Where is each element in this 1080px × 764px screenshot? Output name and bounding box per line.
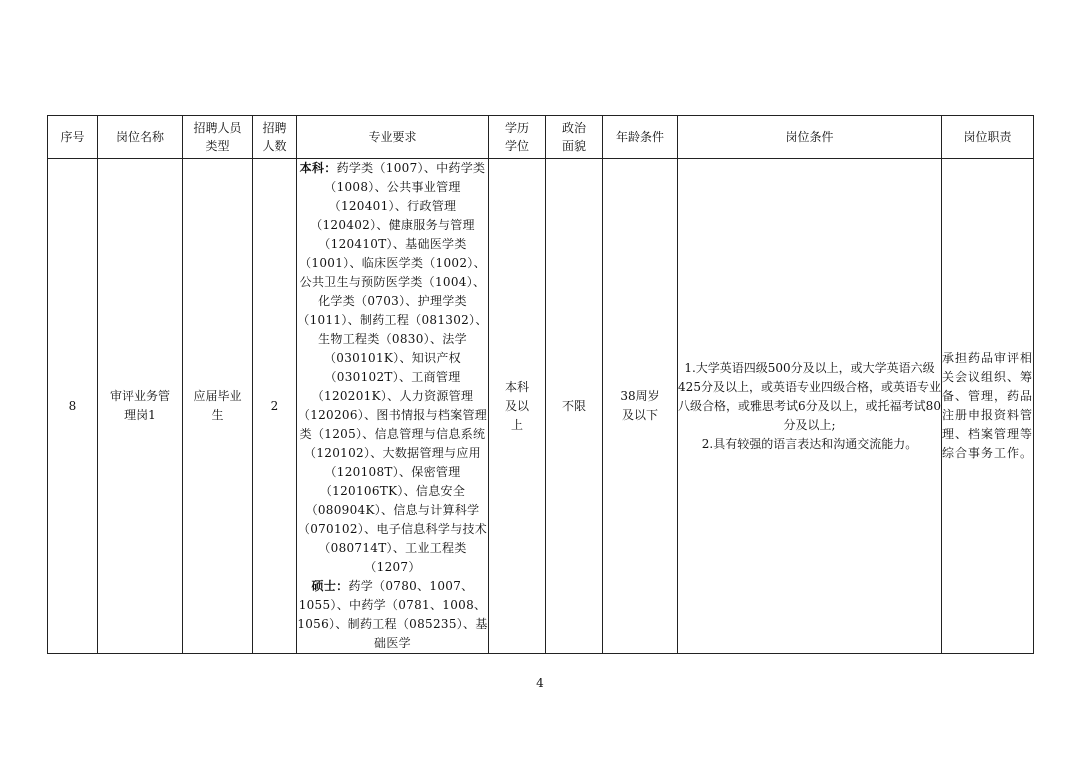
header-serial: 序号: [48, 116, 98, 159]
header-recruit-type: 招聘人员 类型: [183, 116, 253, 159]
cell-duties: 承担药品审评相关会议组织、筹备、管理，药品注册申报资料管理、档案管理等综合事务工作。: [942, 159, 1034, 654]
cell-political: 不限: [546, 159, 603, 654]
header-duties: 岗位职责: [942, 116, 1034, 159]
header-row: [48, 116, 1034, 159]
cell-education: 本科及以上: [489, 159, 546, 654]
header-conditions: 岗位条件: [678, 116, 942, 159]
cell-conditions: [678, 159, 942, 654]
header-post-name: 岗位名称: [98, 116, 183, 159]
header-count: 招聘 人数: [253, 116, 297, 159]
undergrad-majors: 药学类（1007）、中药学类（1008）、公共事业管理（120401）、行政管理（120402）、健康服务与管理（120410T）、基础医学类（1001）、临床医学类（1002）、公共卫生与预防医学类（1004）、化学类（0703）、护理学类（1011）、制药工程（081302）、生物工程类（0830）、法学（030101K）、知识产权（030102T）、工商管理（120201K）、人力资源管理（120206）、图书情报与档案管理类（1205）、信息管理与信息系统（120102）、大数据管理与应用（120108T）、保密管理（120106TK）、信息安全（080904K）、信息与计算科学（070102）、电子信息科学与技术（080714T）、工业工程类（1207）: [297, 161, 488, 574]
header-political: 政治 面貌: [546, 116, 603, 159]
condition-item: 2.具有较强的语言表达和沟通交流能力。: [701, 436, 918, 451]
header-major: 专业要求: [297, 116, 489, 159]
cell-age: 38周岁及以下: [603, 159, 678, 654]
table-row: [48, 159, 1034, 654]
condition-item: 1.大学英语四级500分及以上，或大学英语六级425分及以上，或英语专业四级合格，或英语专业八级合格，或雅思考试6分及以上，或托福考试80分及以上;: [678, 360, 941, 432]
header-education: 学历 学位: [489, 116, 546, 159]
cell-serial: 8: [48, 159, 98, 654]
page-number: 4: [536, 676, 544, 690]
master-majors: 药学（0780、1007、1055）、中药学（0781、1008、1056）、制药工程（085235）、基础医学: [297, 579, 488, 650]
cell-post-name: 审评业务管理岗1: [98, 159, 183, 654]
master-label: 硕士：: [311, 579, 349, 593]
undergrad-label: 本科：: [299, 161, 337, 175]
recruitment-table: [47, 115, 1034, 654]
header-age: 年龄条件: [603, 116, 678, 159]
cell-major: [297, 159, 489, 654]
cell-count: 2: [253, 159, 297, 654]
cell-recruit-type: 应届毕业生: [183, 159, 253, 654]
